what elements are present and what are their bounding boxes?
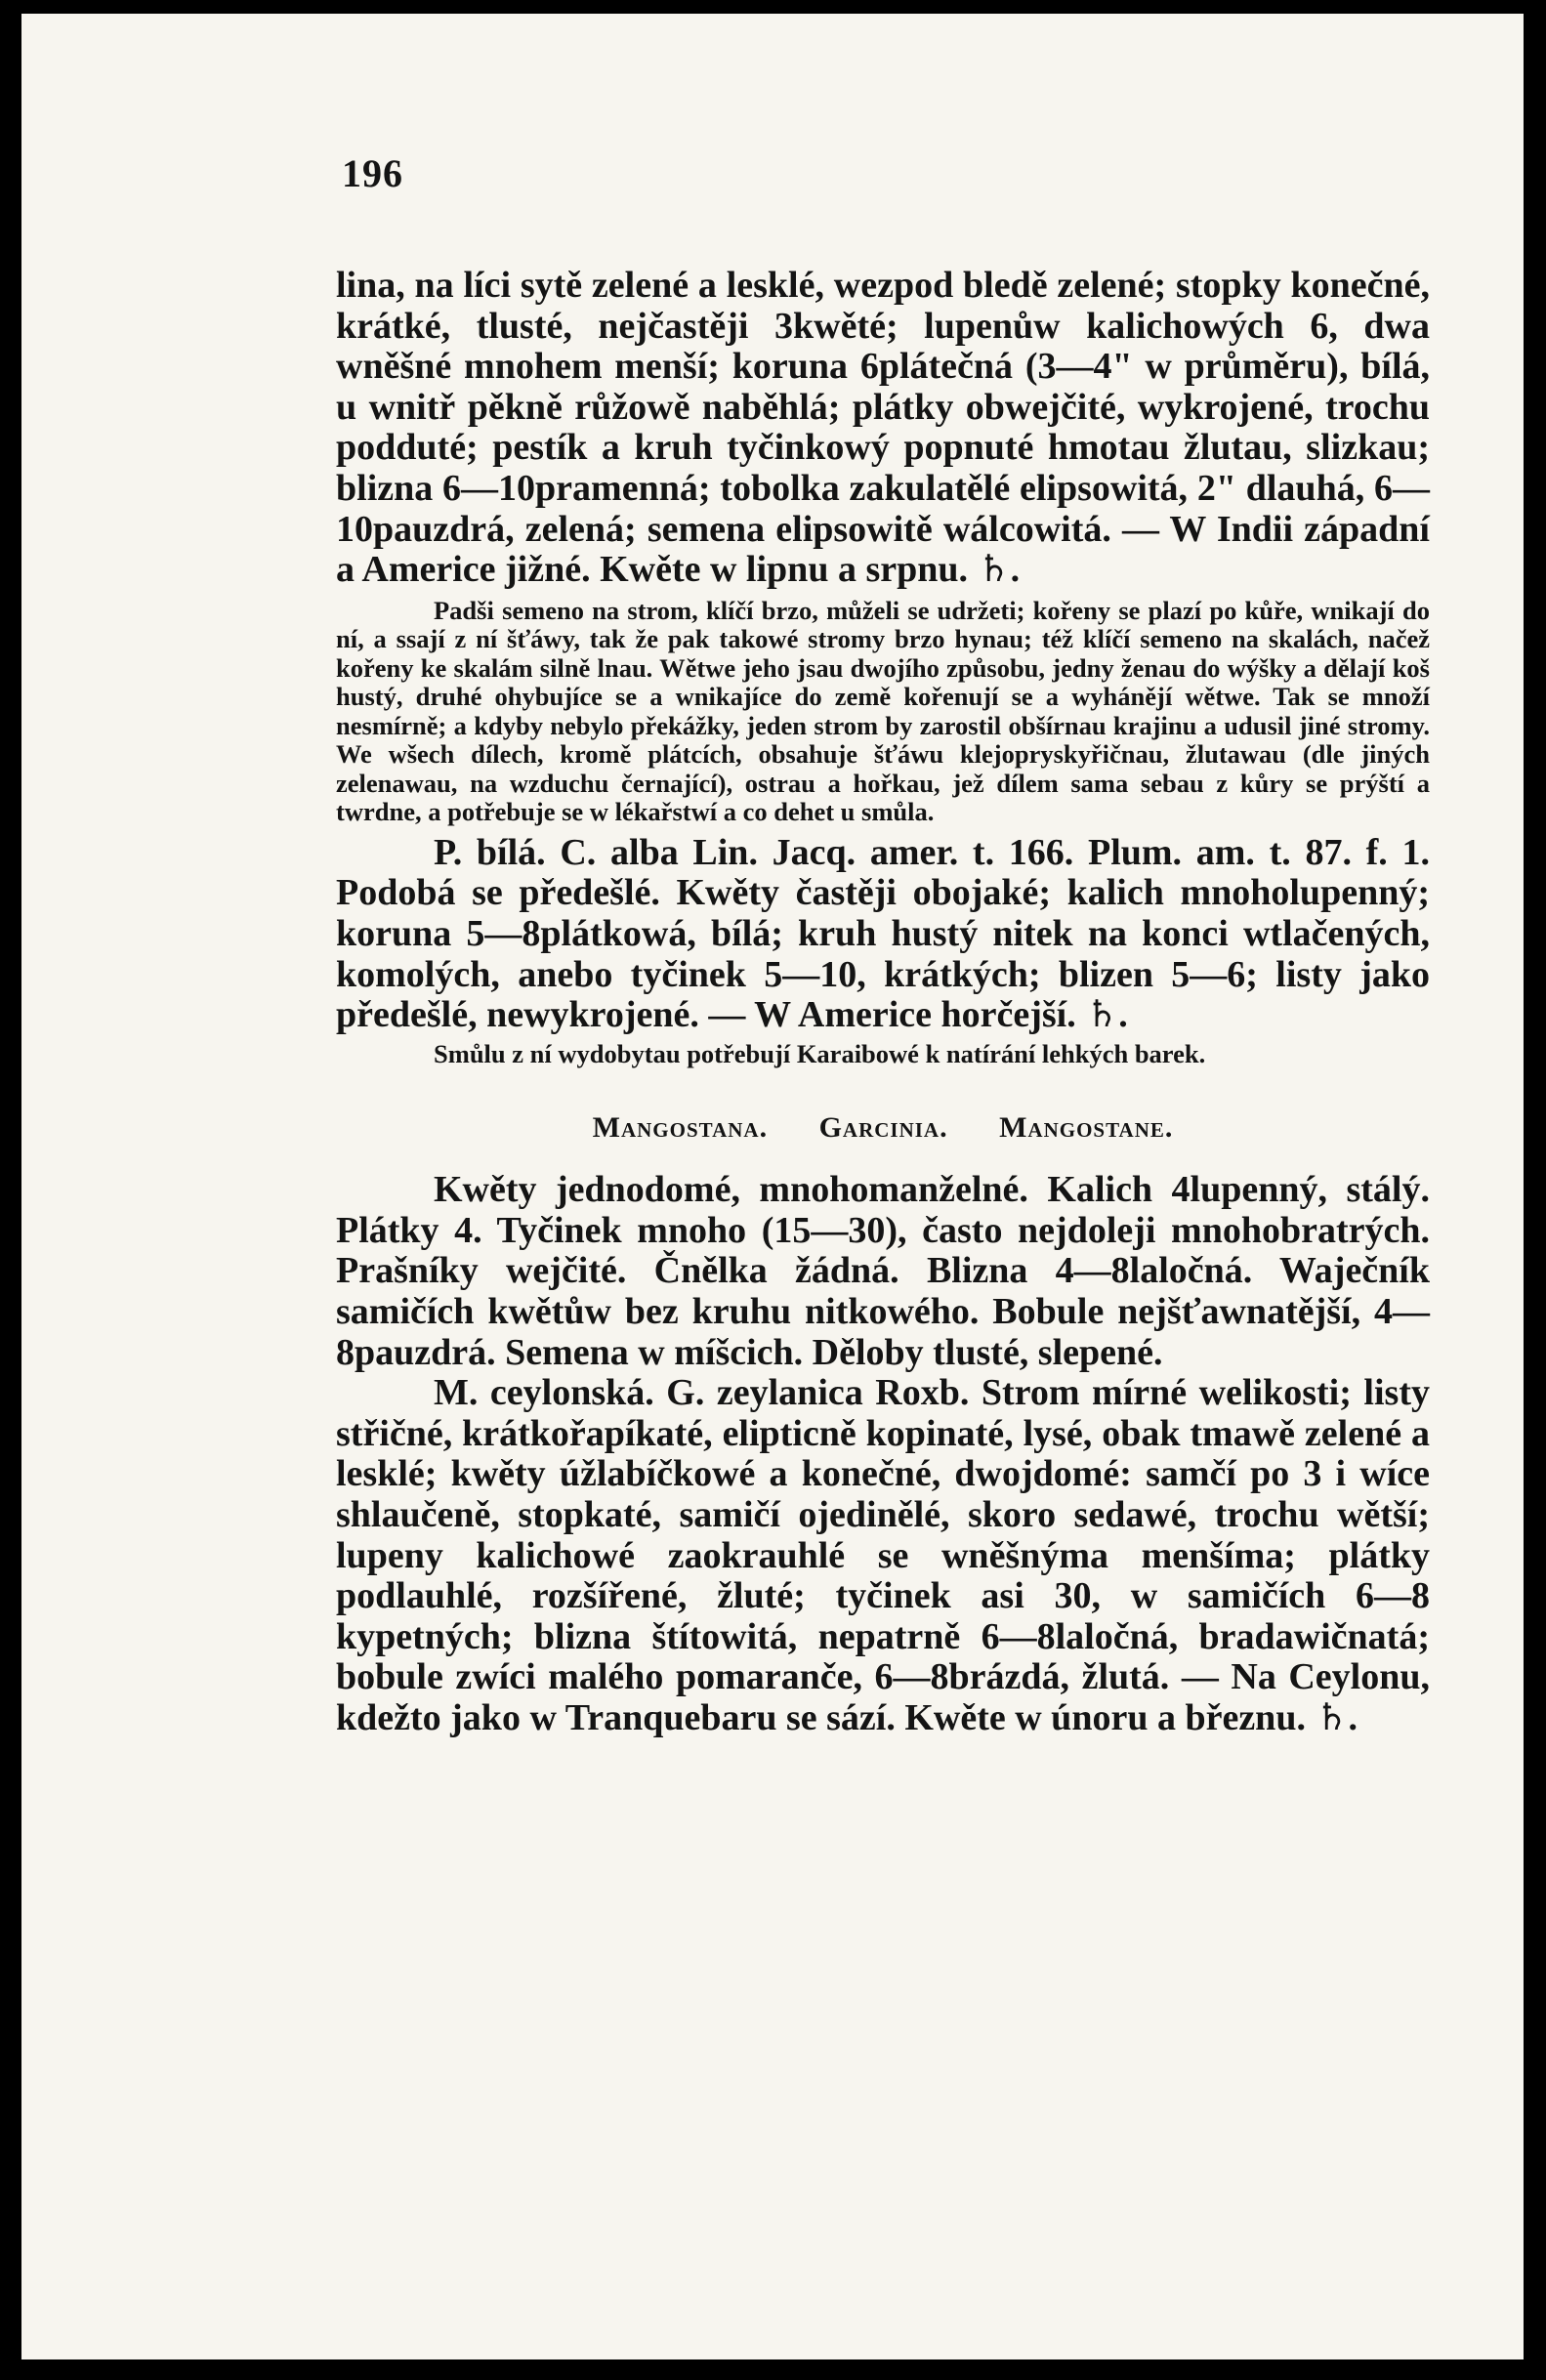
- note-paragraph-smula: Smůlu z ní wydobytau potřebují Karaibowé k natírání lehkých barek.: [434, 1038, 1206, 1068]
- genus-name-czech: Mangostana.: [592, 1111, 769, 1145]
- species-paragraph-alba: P. bílá. C. alba Lin. Jacq. amer. t. 166. Plum. am. t. 87. f. 1. Podobá se předešlé. Kwěty častěji obojaké; kalich mnoholupenný; koruna 5—8plátkowá, bílá; kruh hustý nitek na konci wtlačených, komolých, anebo tyčinek 5—10, krátkých; blizen 5—6; listy jako předešlé, newykrojené. — W Americe horčejší. ♄.: [336, 831, 1430, 1036]
- genus-name-plural: Mangostane.: [999, 1111, 1174, 1145]
- text-block: [336, 150, 1430, 1739]
- note-paragraph: Padši semeno na strom, klíčí brzo, můželi se udržeti; kořeny se plazí po kůře, wnikají do ní, a ssají z ní šťáwy, tak že pak takowé stromy brzo hynau; též klíčí semeno na skalách, načež kořeny ke skalám silně lnau. Wětwe jeho jsau dwojího způsobu, jedny ženau do wýšky a dělají koš hustý, druhé ohybujíce se a wnikajíce do země kořenují se a wyhánějí wětwe. Tak se množí nesmírně; a kdyby nebylo překážky, jeden strom by zarostil obšírnau krajinu a udusil jiné stromy. We wšech dílech, kromě plátcích, obsahuje šťáwu klejopryskyřičnau, žlutawau (dle jiných zelenawau, na wzduchu černající), ostrau a hořkau, jež dílem sama sebau z kůry se prýští a twrdne, a potřebuje se w lékařstwí a co dehet u smůla.: [336, 595, 1430, 827]
- book-page: [21, 14, 1524, 2359]
- genus-name-latin: Garcinia.: [818, 1111, 948, 1145]
- paragraph-description: lina, na líci sytě zelené a lesklé, wezpod bledě zelené; stopky konečné, krátké, tlusté, nejčastěji 3kwěté; lupenůw kalichowých 6, dwa wněšné mnohem menší; koruna 6plátečná (3—4" w průměru), bílá, u wnitř pěkně růžowě naběhlá; plátky obwejčité, wykrojené, trochu podduté; pestík a kruh tyčinkowý popnuté hmotau žlutau, slizkau; blizna 6—10pramenná; tobolka zakulatělé elipsowitá, 2" dlauhá, 6—10pauzdrá, zelená; semena elipsowitě wálcowitá. — W Indii západní a Americe jižné. Kwěte w lipnu a srpnu. ♄.: [336, 265, 1430, 591]
- genus-description: Kwěty jednodomé, mnohomanželné. Kalich 4lupenný, stálý. Plátky 4. Tyčinek mnoho (15—30), často nejdoleji mnohobratrých. Prašníky wejčité. Čnělka žádná. Blizna 4—8laločná. Waječník samičích kwětůw bez kruhu nitkowého. Bobule nejšťawnatější, 4—8pauzdrá. Semena w míšcich. Děloby tlusté, slepené.: [336, 1169, 1430, 1373]
- species-paragraph-ceylonska: M. ceylonská. G. zeylanica Roxb. Strom mírné welikosti; listy střičné, krátkořapíkaté, elipticně kopinaté, lysé, obak tmawě zelené a lesklé; kwěty úžlabíčkowé a konečné, dwojdomé: samčí po 3 i wíce shlaučeně, stopkaté, samičí ojedinělé, skoro sedawé, trochu wětší; lupeny kalichowé zaokrauhlé se wněšnýma menšíma; plátky podlauhlé, rozšířené, žluté; tyčinek asi 30, w samičích 6—8 kypetných; blizna štítowitá, nepatrně 6—8laločná, bradawičnatá; bobule zwíci malého pomaranče, 6—8brázdá, žlutá. — Na Ceylonu, kdežto jako w Tranquebaru se sází. Kwěte w únoru a březnu. ♄.: [336, 1372, 1430, 1738]
- genus-header: [336, 1111, 1430, 1145]
- page-number: 196: [342, 151, 403, 195]
